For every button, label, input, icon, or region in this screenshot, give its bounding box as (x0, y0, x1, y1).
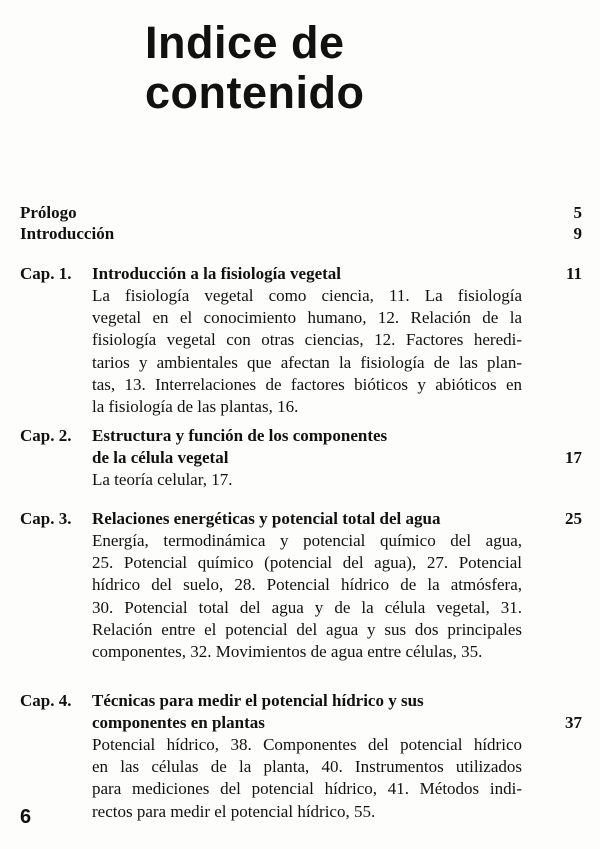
title-line: contenido (145, 67, 365, 118)
summary-line: fisiología vegetal con otras ciencias, 12. Factores heredi- (92, 330, 522, 350)
chapter-number: Cap. 4. (20, 691, 72, 710)
chapter-heading (92, 425, 522, 469)
heading-line: Técnicas para medir el potencial hídrico y sus (92, 691, 424, 710)
summary-line: 30. Potencial total del agua y de la célula vegetal, 31. (92, 597, 522, 617)
summary-line: vegetal en el conocimiento humano, 12. Relación de la (92, 308, 522, 328)
heading-line: componentes en plantas (92, 713, 265, 732)
entry-page: 5 (573, 203, 582, 222)
summary-line: rectos para medir el potencial hídrico, 55. (92, 801, 376, 821)
chapter-number: Cap. 2. (20, 426, 72, 445)
toc-entry-prologo[interactable] (20, 202, 582, 223)
entry-label: Prólogo (20, 203, 77, 222)
summary-line: tas, 13. Interrelaciones de factores bióticos y abióticos en (92, 374, 522, 394)
summary-line: La teoría celular, 17. (92, 470, 233, 489)
chapter-summary (92, 734, 522, 823)
summary-line: hídrico del suelo, 28. Potencial hídrico de la atmósfera, (92, 575, 522, 595)
summary-line: en las células de la planta, 40. Instrumentos utilizados (92, 757, 522, 777)
summary-line: componentes, 32. Movimientos de agua entre células, 35. (92, 642, 483, 662)
summary-line: Energía, termodinámica y potencial químico del agua, (92, 531, 522, 550)
heading-line: de la célula vegetal (92, 448, 229, 467)
summary-line: Relación entre el potencial del agua y sus dos principales (92, 619, 522, 639)
title-line: Indice de (145, 17, 345, 68)
chapter-number: Cap. 1. (20, 264, 72, 283)
toc-chapter-2[interactable] (20, 425, 582, 491)
toc-chapter-3[interactable] (20, 508, 582, 663)
summary-line: la fisiología de las plantas, 16. (92, 397, 299, 417)
chapter-page: 11 (565, 264, 582, 283)
chapter-page: 37 (565, 713, 582, 732)
summary-line: tarios y ambientales que afectan la fisiología de las plan- (92, 352, 522, 372)
heading-line: Introducción a la fisiología vegetal (92, 264, 342, 283)
front-matter (20, 202, 582, 244)
chapter-number: Cap. 3. (20, 509, 72, 528)
chapter-heading (92, 690, 522, 734)
entry-page: 9 (573, 224, 582, 243)
page-title (145, 18, 364, 118)
heading-line: Estructura y función de los componentes (92, 426, 388, 445)
summary-line: 25. Potencial químico (potencial del agua), 27. Potencial (92, 553, 522, 573)
chapter-summary (92, 530, 522, 663)
summary-line: La fisiología vegetal como ciencia, 11. La fisiología (92, 286, 522, 305)
chapter-page: 25 (565, 509, 582, 528)
toc-chapter-4[interactable] (20, 690, 582, 823)
chapter-page: 17 (565, 448, 582, 467)
summary-line: para mediciones del potencial hídrico, 41. Métodos indi- (92, 779, 522, 799)
chapter-summary (92, 469, 522, 491)
chapter-heading (92, 508, 522, 530)
chapter-summary (92, 285, 522, 418)
toc-entry-introduccion[interactable] (20, 223, 582, 244)
summary-line: Potencial hídrico, 38. Componentes del potencial hídrico (92, 735, 522, 754)
page-number: 6 (20, 806, 32, 828)
chapter-heading (92, 263, 522, 285)
toc-chapter-1[interactable] (20, 263, 582, 418)
entry-label: Introducción (20, 224, 115, 243)
heading-line: Relaciones energéticas y potencial total del agua (92, 509, 441, 528)
